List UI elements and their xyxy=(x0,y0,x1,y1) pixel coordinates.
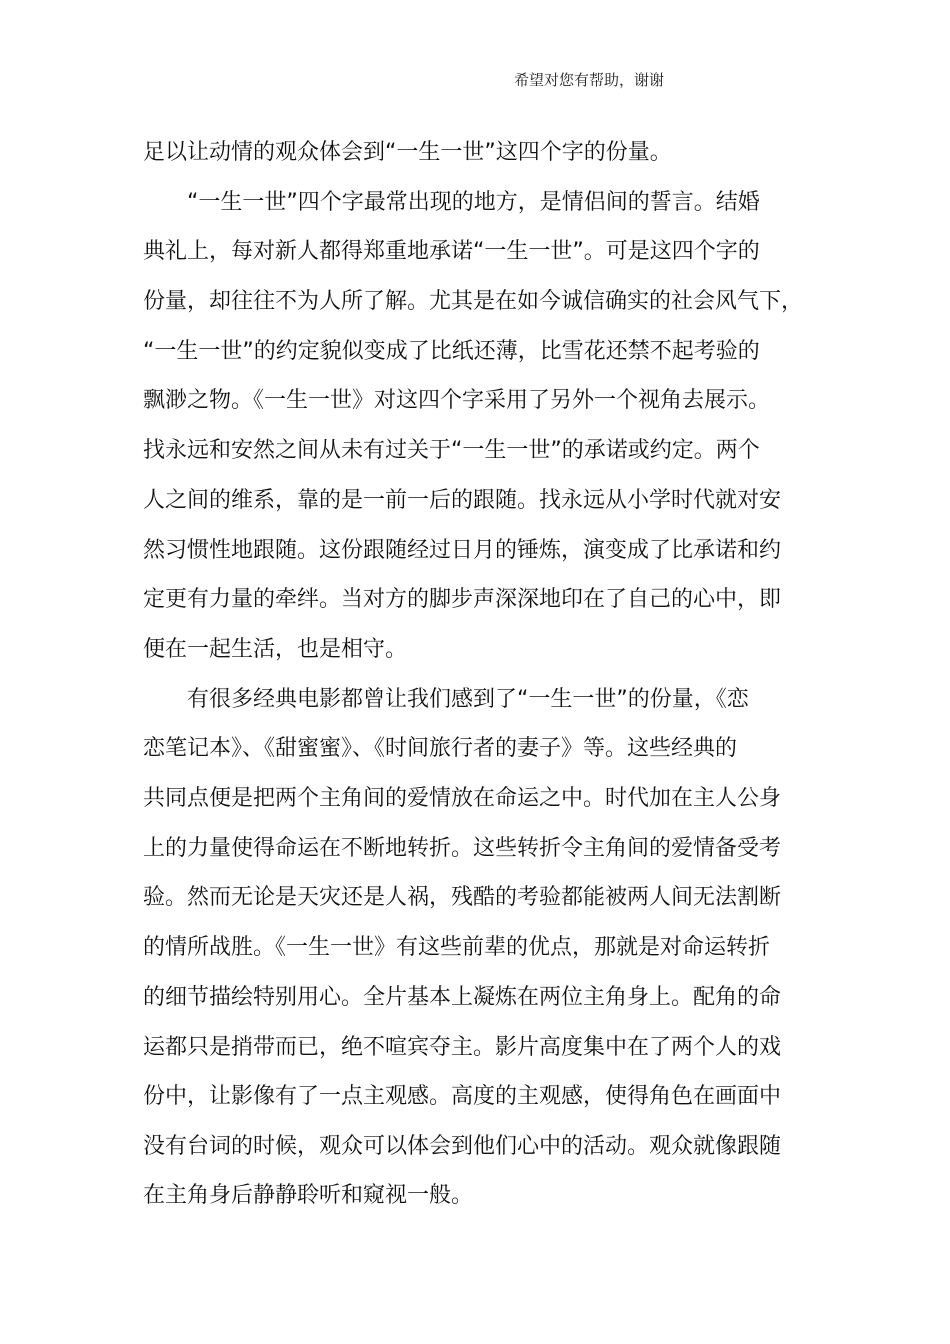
body-line: “一生一世”的约定貌似变成了比纸还薄，比雪花还禁不起考验的 xyxy=(143,339,760,364)
body-line: 的情所战胜。《一生一世》有这些前辈的优点，那就是对命运转折 xyxy=(143,935,771,960)
body-line: 份量，却往往不为人所了解。尤其是在如今诚信确实的社会风气下， xyxy=(143,289,804,314)
body-line: 份中，让影像有了一点主观感。高度的主观感，使得角色在画面中 xyxy=(143,1084,782,1109)
body-line: “一生一世”四个字最常出现的地方，是情侣间的誓言。结婚 xyxy=(143,190,760,215)
body-line: 上的力量使得命运在不断地转折。这些转折令主角间的爱情备受考 xyxy=(143,836,782,861)
body-line: 在主角身后静静聆听和窥视一般。 xyxy=(143,1183,474,1208)
body-line: 飘渺之物。《一生一世》对这四个字采用了另外一个视角去展示。 xyxy=(143,388,771,413)
body-line: 的细节描绘特别用心。全片基本上凝炼在两位主角身上。配角的命 xyxy=(143,985,782,1010)
body-line: 便在一起生活，也是相守。 xyxy=(143,637,408,662)
body-line: 人之间的维系，靠的是一前一后的跟随。找永远从小学时代就对安 xyxy=(143,488,782,513)
body-line: 恋笔记本》、《甜蜜蜜》、《时间旅行者的妻子》等。这些经典的 xyxy=(143,736,738,761)
body-line: 典礼上，每对新人都得郑重地承诺“一生一世”。可是这四个字的 xyxy=(143,239,760,264)
body-line: 然习惯性地跟随。这份跟随经过日月的锤炼，演变成了比承诺和约 xyxy=(143,538,782,563)
body-line: 定更有力量的牵绊。当对方的脚步声深深地印在了自己的心中，即 xyxy=(143,587,782,612)
body-line: 运都只是捎带而已，绝不喧宾夺主。影片高度集中在了两个人的戏 xyxy=(143,1035,782,1060)
page-header-note: 希望对您有帮助，谢谢 xyxy=(514,71,665,89)
body-line: 有很多经典电影都曾让我们感到了“一生一世”的份量，《恋 xyxy=(143,687,749,712)
body-line: 验。然而无论是天灾还是人祸，残酷的考验都能被两人间无法割断 xyxy=(143,885,782,910)
body-line: 找永远和安然之间从未有过关于“一生一世”的承诺或约定。两个 xyxy=(143,438,760,463)
body-line: 足以让动情的观众体会到“一生一世”这四个字的份量。 xyxy=(143,140,672,165)
body-line: 没有台词的时候，观众可以体会到他们心中的活动。观众就像跟随 xyxy=(143,1134,782,1159)
body-line: 共同点便是把两个主角间的爱情放在命运之中。时代加在主人公身 xyxy=(143,786,782,811)
